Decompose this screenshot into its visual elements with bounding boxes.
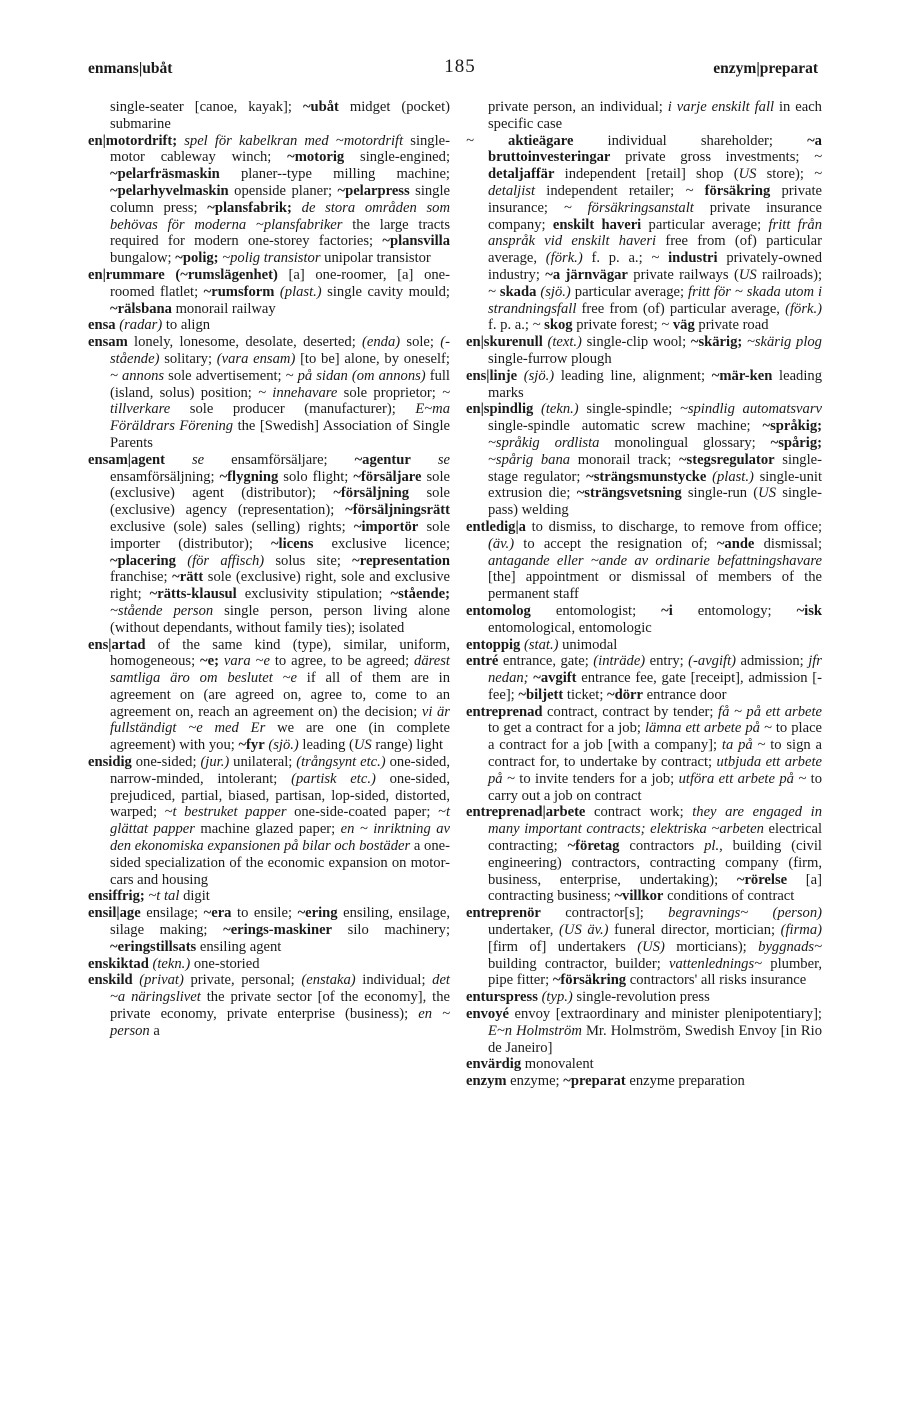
dictionary-entry: ensam lonely, lonesome, desolate, deserted; (enda) sole; (-stående) solitary; (vara ensam) [to be] alone, by oneself; ~ annons sole advertisement; ~ på sidan (om annons) full (island, solus) position; ~ innehavare sole proprietor; ~ tillverkare sole producer (manufacturer); E~ma Föräldrars Förening the [Swedish] Association of Single Parents xyxy=(88,334,451,451)
dictionary-entry: enskiktad (tekn.) one-storied xyxy=(88,955,260,972)
dictionary-entry: entré entrance, gate; (inträde) entry; (-avgift) admission; jfr nedan; ~avgift entrance fee, gate [receipt], admission [-fee]; ~biljett ticket; ~dörr entrance door xyxy=(466,653,822,703)
dictionary-entry: envärdig monovalent xyxy=(466,1056,594,1073)
left-column xyxy=(88,99,450,1040)
dictionary-entry: ens|artad of the same kind (type), similar, uniform, homogeneous; ~e; vara ~e to agree, to be agreed; därest samtliga äro om beslutet ~e if all of them are in agreement on (are agreed on, agree to, come to an agreement on, reach an agreement on) the decision; vi är fullständigt ~e med Er we are one (in complete agreement) with you; ~fyr (sjö.) leading (US range) light xyxy=(88,636,451,754)
dictionary-entry: ens|linje (sjö.) leading line, alignment; ~mär-ken leading marks xyxy=(466,367,822,401)
dictionary-entry: entoppig (stat.) unimodal xyxy=(466,636,618,653)
dictionary-entry: ensidig one-sided; (jur.) unilateral; (trångsynt etc.) one-sided, narrow-minded, intolerant; (partisk etc.) one-sided, prejudiced, partial, biased, partisan, lop-sided, distorted, warped; ~t bestruket papper one-side-coated paper; ~t glättat papper machine glazed paper; en ~ inriktning av den ekonomiska expansionen på bilar och bostäder a one-sided specialization of the economic expansion on motor-cars and housing xyxy=(88,754,450,888)
dictionary-entry: entreprenad contract, contract by tender; få ~ på ett arbete to get a contract for a job; lämna ett arbete på ~ to place a contract for a job [with a company]; ta på ~ to sign a contract for, to undertake by contract; utbjuda ett arbete på ~ to invite tenders for a job; utföra ett arbete på ~ to carry out a job on contract xyxy=(466,703,823,804)
dictionary-entry: en|motordrift; spel för kabelkran med ~motordrift single-motor cableway winch; ~motorig single-engined; ~pelarfräsmaskin planer--type milling machine; ~pelarhyvelmaskin openside planer; ~pelarpress single column press; ~plansfabrik; de stora områden som behövas för moderna ~plansfabriker the large tracts required for modern one-storey factories; ~plansvilla bungalow; ~polig; ~polig transistor unipolar transistor xyxy=(88,132,451,267)
dictionary-entry: enturspress (typ.) single-revolution press xyxy=(466,989,710,1006)
page-number: 185 xyxy=(444,56,476,77)
right-guide-word: enzym|preparat xyxy=(713,60,818,77)
dictionary-entry: private person, an individual; i varje enskilt fall in each specific case xyxy=(488,99,822,132)
dictionary-entry: entomolog entomologist; ~i entomology; ~isk entomological, entomologic xyxy=(466,602,823,636)
dictionary-entry: enskild (privat) private, personal; (enstaka) individual; det ~a näringslivet the private sector [of the economy], the private economy, private enterprise (business); en ~ person a xyxy=(88,972,450,1039)
dictionary-entry: en|skurenull (text.) single-clip wool; ~skärig; ~skärig plog single-furrow plough xyxy=(466,334,822,367)
dictionary-entry: ensiffrig; ~t tal digit xyxy=(88,888,210,905)
dictionary-entry: entreprenad|arbete contract work; they are engaged in many important contracts; elektriska ~arbeten electrical contracting; ~företag contractors pl., building (civil engineering) contractors, contracting company (firm, business, enterprise, undertaking); ~rörelse [a] contracting business; ~villkor conditions of contract xyxy=(466,804,822,905)
dictionary-entry: ~ aktieägare individual shareholder; ~a bruttoinvesteringar private gross investments; ~ detaljaffär independent [retail] shop (US store); ~ detaljist independent retailer; ~ försäkring private insurance; ~ försäkringsanstalt private insurance company; enskilt haveri particular average; fritt från anspråk vid enskilt haveri free from (of) particular average, (förk.) f. p. a.; ~ industri privately-owned industry; ~a järnvägar private railways (US railroads); ~ skada (sjö.) particular average; fritt för ~ skada utom i strandningsfall free from (of) particular average, (förk.) f. p. a.; ~ skog private forest; ~ väg private road xyxy=(466,132,823,334)
dictionary-entry: entreprenör contractor[s]; begravnings~ (person) undertaker, (US äv.) funeral director, mortician; (firma) [firm of] undertakers (US) morticians); byggnads~ building contractor, builder; vattenlednings~ plumber, pipe fitter; ~försäkring contractors' all risks insurance xyxy=(466,905,822,989)
dictionary-entry: single-seater [canoe, kayak]; ~ubåt midget (pocket) submarine xyxy=(110,99,450,132)
dictionary-entry: envoyé envoy [extraordinary and minister plenipotentiary]; E~n Holmström Mr. Holmström, Swedish Envoy [in Rio de Janeiro] xyxy=(466,1006,823,1056)
dictionary-entry: enzym enzyme; ~preparat enzyme preparation xyxy=(466,1073,745,1090)
right-column xyxy=(466,99,822,1090)
dictionary-entry: entledig|a to dismiss, to discharge, to remove from office; (äv.) to accept the resignation of; ~ande dismissal; antagande eller ~ande av ordinarie befattningshavare [the] appointment or dismissal of members of the permanent staff xyxy=(466,518,823,603)
left-guide-word: enmans|ubåt xyxy=(88,60,173,77)
dictionary-entry: ensil|age ensilage; ~era to ensile; ~ering ensiling, ensilage, silage making; ~erings-maskiner silo machinery; ~eringstillsats ensiling agent xyxy=(88,905,451,955)
dictionary-entry: en|spindlig (tekn.) single-spindle; ~spindlig automatsvarv single-spindle automatic screw machine; ~språkig; ~språkig ordlista monolingual glossary; ~spårig; ~spårig bana monorail track; ~stegsregulator single-stage regulator; ~strängsmunstycke (plast.) single-unit extrusion die; ~strängsvetsning single-run (US single-pass) welding xyxy=(466,401,822,519)
dictionary-entry: en|rummare (~rumslägenhet) [a] one-roomer, [a] one-roomed flatlet; ~rumsform (plast.) single cavity mould; ~rälsbana monorail railway xyxy=(88,266,450,317)
dictionary-entry: ensa (radar) to align xyxy=(88,317,211,334)
dictionary-entry: ensam|agent se ensamförsäljare; ~agentur se ensamförsäljning; ~flygning solo flight; ~försäljare sole (exclusive) agent (distributor); ~försäljning sole (exclusive) agency (representation); ~försäljningsrätt exclusive (sole) sales (selling) rights; ~importör sole importer (distributor); ~licens exclusive licence; ~placering (för affisch) solus site; ~representation franchise; ~rätt sole (exclusive) right, sole and exclusive right; ~rätts-klausul exclusivity stipulation; ~stående; ~stående person single person, person living alone (without dependants, without family ties); isolated xyxy=(88,451,450,636)
